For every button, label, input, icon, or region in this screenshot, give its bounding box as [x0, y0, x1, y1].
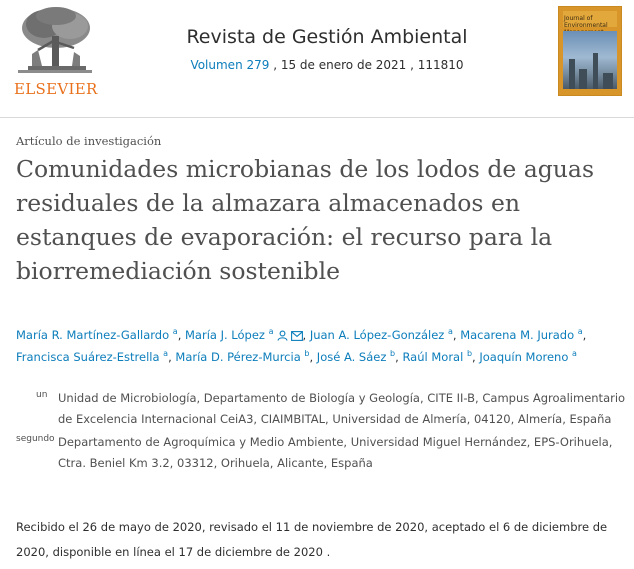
- affiliation-item: [16, 432, 628, 474]
- author-link[interactable]: José A. Sáez $^b$: [316, 349, 396, 364]
- journal-cover-image[interactable]: [558, 6, 622, 96]
- cover-tower: [579, 69, 587, 89]
- author-link[interactable]: María D. Pérez-Murcia $^b$: [175, 349, 310, 364]
- author-link[interactable]: Juan A. López-González $^a$: [309, 327, 453, 342]
- author-link[interactable]: Francisca Suárez-Estrella $^a$: [16, 349, 169, 364]
- author-link[interactable]: Macarena M. Jurado $^a$: [460, 327, 583, 342]
- affiliation-label: segundo: [16, 434, 55, 444]
- author-link[interactable]: Raúl Moral $^b$: [402, 349, 473, 364]
- affiliation-text: Unidad de Microbiología, Departamento de Biología y Geología, CITE II-B, Campus Agroalimentario de Excelencia Internacional CeiA3, CIAIMBITAL, Universidad de Almería, 04120, Almería, España: [58, 391, 626, 426]
- cover-tower: [569, 59, 575, 89]
- person-icon: [277, 330, 288, 341]
- cover-photo: [563, 31, 617, 89]
- author-link[interactable]: María R. Martínez-Gallardo $^a$: [16, 327, 178, 342]
- issue-details: , 15 de enero de 2021 , 111810: [269, 58, 464, 72]
- author-link[interactable]: María J. López $^a$: [185, 328, 303, 342]
- author-list: María R. Martínez-Gallardo $^a$, María J. López $^a$ , Juan A. López-González $^a$, Macarena M. Jurado $^a$, Francisca Suárez-Estrella $^a$, María D. Pérez-Murcia $^b$, José A. Sáez $^b$, Raúl Moral $^b$, Joaquín Moreno $^a$: [16, 327, 587, 364]
- affiliation-text: Departamento de Agroquímica y Medio Ambiente, Universidad Miguel Hernández, EPS-Orihuela, Ctra. Beniel Km 3.2, 03312, Orihuela, Alicante, España: [58, 435, 613, 470]
- article-header: [0, 0, 634, 112]
- affiliations: [16, 388, 628, 476]
- article-history-dates: Recibido el 26 de mayo de 2020, revisado el 11 de noviembre de 2020, aceptado el 6 de diciembre de 2020, disponible en línea el 17 de diciembre de 2020 .: [16, 520, 608, 559]
- publisher-logo[interactable]: [10, 6, 100, 98]
- article-title: Comunidades microbianas de los lodos de aguas residuales de la almazara almacenados en estanques de evaporación: el recurso para la biorremediación sostenible: [16, 155, 594, 285]
- cover-title: Journal of Environmental: [564, 15, 608, 29]
- envelope-icon[interactable]: [291, 331, 303, 341]
- affiliation-label: un: [36, 390, 48, 400]
- journal-title[interactable]: Revista de Gestión Ambiental: [186, 26, 468, 48]
- affiliation-item: [16, 388, 628, 430]
- issue-line: [112, 58, 542, 72]
- article-type: Artículo de investigación: [16, 134, 162, 148]
- journal-info: [112, 26, 542, 72]
- author-link[interactable]: Joaquín Moreno $^a$: [479, 349, 577, 364]
- volume-link[interactable]: Volumen 279: [190, 58, 270, 72]
- cover-tower: [593, 53, 598, 89]
- header-divider: [0, 117, 634, 118]
- publisher-name: ELSEVIER: [14, 80, 98, 98]
- cover-tower: [603, 73, 613, 89]
- elsevier-tree-icon: [14, 6, 96, 78]
